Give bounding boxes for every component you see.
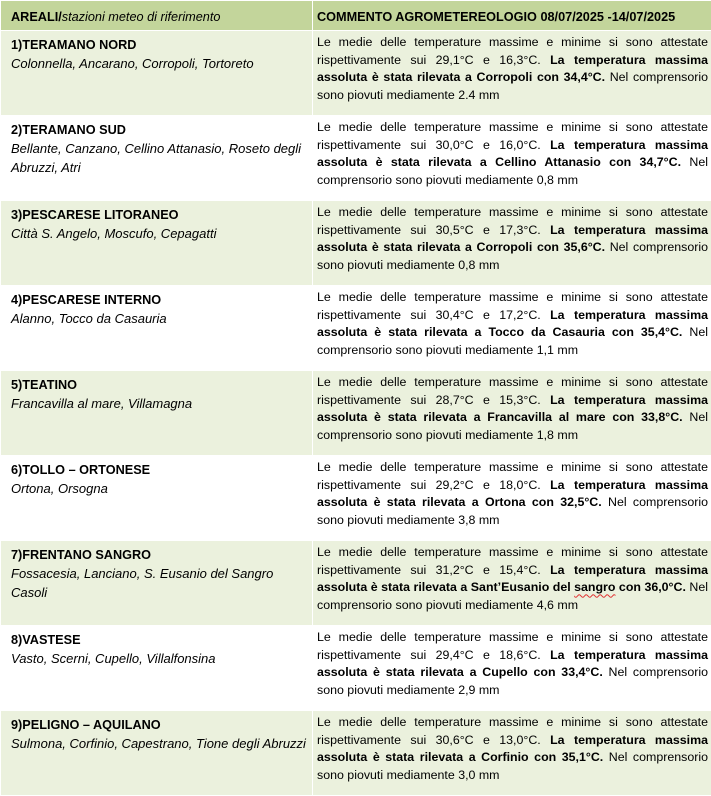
area-cell bbox=[1, 711, 313, 796]
area-cell bbox=[1, 541, 313, 626]
comment-rainfall: Nel comprensorio sono piovuti mediamente 3,0 mm bbox=[317, 750, 708, 782]
area-name: 7)FRENTANO SANGRO bbox=[11, 546, 308, 564]
comment-averages: Le medie delle temperature massime e minime si sono attestate rispettivamente sui 29,4°C e 18,6°C. bbox=[317, 630, 708, 662]
header-areas bbox=[1, 1, 313, 31]
area-stations: Francavilla al mare, Villamagna bbox=[11, 394, 308, 413]
comment-averages: Le medie delle temperature massime e minime si sono attestate rispettivamente sui 28,7°C e 15,3°C. bbox=[317, 375, 708, 407]
table-row bbox=[1, 626, 711, 711]
comment-bold-text: La temperatura massima assoluta è stata rilevata a Corfinio con 35,1°C. bbox=[317, 733, 708, 765]
header-comment: COMMENTO AGROMETEREOLOGIO 08/07/2025 -14/07/2025 bbox=[313, 1, 711, 31]
comment-cell bbox=[313, 201, 711, 286]
comment-cell bbox=[313, 286, 711, 371]
comment-averages: Le medie delle temperature massime e minime si sono attestate rispettivamente sui 29,2°C e 18,0°C. bbox=[317, 460, 708, 492]
comment-bold-text: La temperatura massima assoluta è stata rilevata a Sant’Eusanio del bbox=[317, 563, 708, 595]
table-row bbox=[1, 456, 711, 541]
table-row bbox=[1, 541, 711, 626]
comment-cell bbox=[313, 626, 711, 711]
comment-rainfall: Nel comprensorio sono piovuti mediamente 0,8 mm bbox=[317, 155, 708, 187]
comment-rainfall: Nel comprensorio sono piovuti mediamente 2.4 mm bbox=[317, 70, 708, 102]
comment-bold-text: La temperatura massima assoluta è stata rilevata a Francavilla al mare con 33,8°C. bbox=[317, 393, 708, 425]
area-name: 3)PESCARESE LITORANEO bbox=[11, 206, 308, 224]
area-stations: Alanno, Tocco da Casauria bbox=[11, 309, 308, 328]
comment-bold-text: La temperatura massima assoluta è stata rilevata a Corropoli con 34,4°C. bbox=[317, 53, 708, 85]
area-cell bbox=[1, 371, 313, 456]
table-row bbox=[1, 711, 711, 796]
area-name: 5)TEATINO bbox=[11, 376, 308, 394]
area-stations: Bellante, Canzano, Cellino Attanasio, Roseto degli Abruzzi, Atri bbox=[11, 139, 308, 177]
comment-rainfall: Nel comprensorio sono piovuti mediamente 4,6 mm bbox=[317, 580, 708, 612]
comment-averages: Le medie delle temperature massime e minime si sono attestate rispettivamente sui 30,5°C e 17,3°C. bbox=[317, 205, 708, 237]
comment-bold-text: La temperatura massima assoluta è stata rilevata a Tocco da Casauria con 35,4°C. bbox=[317, 308, 708, 340]
comment-cell bbox=[313, 711, 711, 796]
area-cell bbox=[1, 201, 313, 286]
comment-averages: Le medie delle temperature massime e minime si sono attestate rispettivamente sui 30,4°C e 17,2°C. bbox=[317, 290, 708, 322]
area-cell bbox=[1, 116, 313, 201]
area-stations: Fossacesia, Lanciano, S. Eusanio del Sangro Casoli bbox=[11, 564, 308, 602]
comment-bold-text: La temperatura massima assoluta è stata rilevata a Ortona con 32,5°C. bbox=[317, 478, 708, 510]
table-row bbox=[1, 116, 711, 201]
area-name: 4)PESCARESE INTERNO bbox=[11, 291, 308, 309]
comment-averages: Le medie delle temperature massime e minime si sono attestate rispettivamente sui 30,6°C e 13,0°C. bbox=[317, 715, 708, 747]
area-stations: Vasto, Scerni, Cupello, Villalfonsina bbox=[11, 649, 308, 668]
area-name: 9)PELIGNO – AQUILANO bbox=[11, 716, 308, 734]
comment-rainfall: Nel comprensorio sono piovuti mediamente 2,9 mm bbox=[317, 665, 708, 697]
table-row bbox=[1, 201, 711, 286]
comment-bold-text: La temperatura massima assoluta è stata rilevata a Cellino Attanasio con 34,7°C. bbox=[317, 138, 708, 170]
spellcheck-word: sangro bbox=[574, 580, 615, 594]
comment-bold-text: La temperatura massima assoluta è stata rilevata a Cupello con 33,4°C. bbox=[317, 648, 708, 680]
area-stations: Città S. Angelo, Moscufo, Cepagatti bbox=[11, 224, 308, 243]
comment-cell bbox=[313, 371, 711, 456]
table-row bbox=[1, 286, 711, 371]
header-areas-bold: AREALI/ bbox=[11, 10, 62, 24]
area-stations: Sulmona, Corfinio, Capestrano, Tione degli Abruzzi bbox=[11, 734, 308, 753]
area-name: 8)VASTESE bbox=[11, 631, 308, 649]
table-header-row bbox=[1, 1, 711, 31]
table-row bbox=[1, 371, 711, 456]
comment-cell bbox=[313, 541, 711, 626]
area-name: 1)TERAMANO NORD bbox=[11, 36, 308, 54]
table-row bbox=[1, 31, 711, 116]
comment-cell bbox=[313, 456, 711, 541]
area-cell bbox=[1, 31, 313, 116]
comment-rainfall: Nel comprensorio sono piovuti mediamente 1,1 mm bbox=[317, 325, 708, 357]
comment-averages: Le medie delle temperature massime e minime si sono attestate rispettivamente sui 31,2°C e 15,4°C. bbox=[317, 545, 708, 577]
comment-rainfall: Nel comprensorio sono piovuti mediamente 3,8 mm bbox=[317, 495, 708, 527]
header-areas-italic: stazioni meteo di riferimento bbox=[62, 10, 221, 24]
comment-cell bbox=[313, 31, 711, 116]
area-stations: Ortona, Orsogna bbox=[11, 479, 308, 498]
area-stations: Colonnella, Ancarano, Corropoli, Tortoreto bbox=[11, 54, 308, 73]
comment-cell bbox=[313, 116, 711, 201]
comment-bold-text: La temperatura massima assoluta è stata rilevata a Corropoli con 35,6°C. bbox=[317, 223, 708, 255]
comment-averages: Le medie delle temperature massime e minime si sono attestate rispettivamente sui 29,1°C e 16,3°C. bbox=[317, 35, 708, 67]
comment-rainfall: Nel comprensorio sono piovuti mediamente 1,8 mm bbox=[317, 410, 708, 442]
comment-bold-end: con 36,0°C. bbox=[615, 580, 685, 594]
area-name: 2)TERAMANO SUD bbox=[11, 121, 308, 139]
comment-rainfall: Nel comprensorio sono piovuti mediamente 0,8 mm bbox=[317, 240, 708, 272]
area-cell bbox=[1, 626, 313, 711]
comment-averages: Le medie delle temperature massime e minime si sono attestate rispettivamente sui 30,0°C e 16,0°C. bbox=[317, 120, 708, 152]
area-cell bbox=[1, 286, 313, 371]
area-name: 6)TOLLO – ORTONESE bbox=[11, 461, 308, 479]
area-cell bbox=[1, 456, 313, 541]
